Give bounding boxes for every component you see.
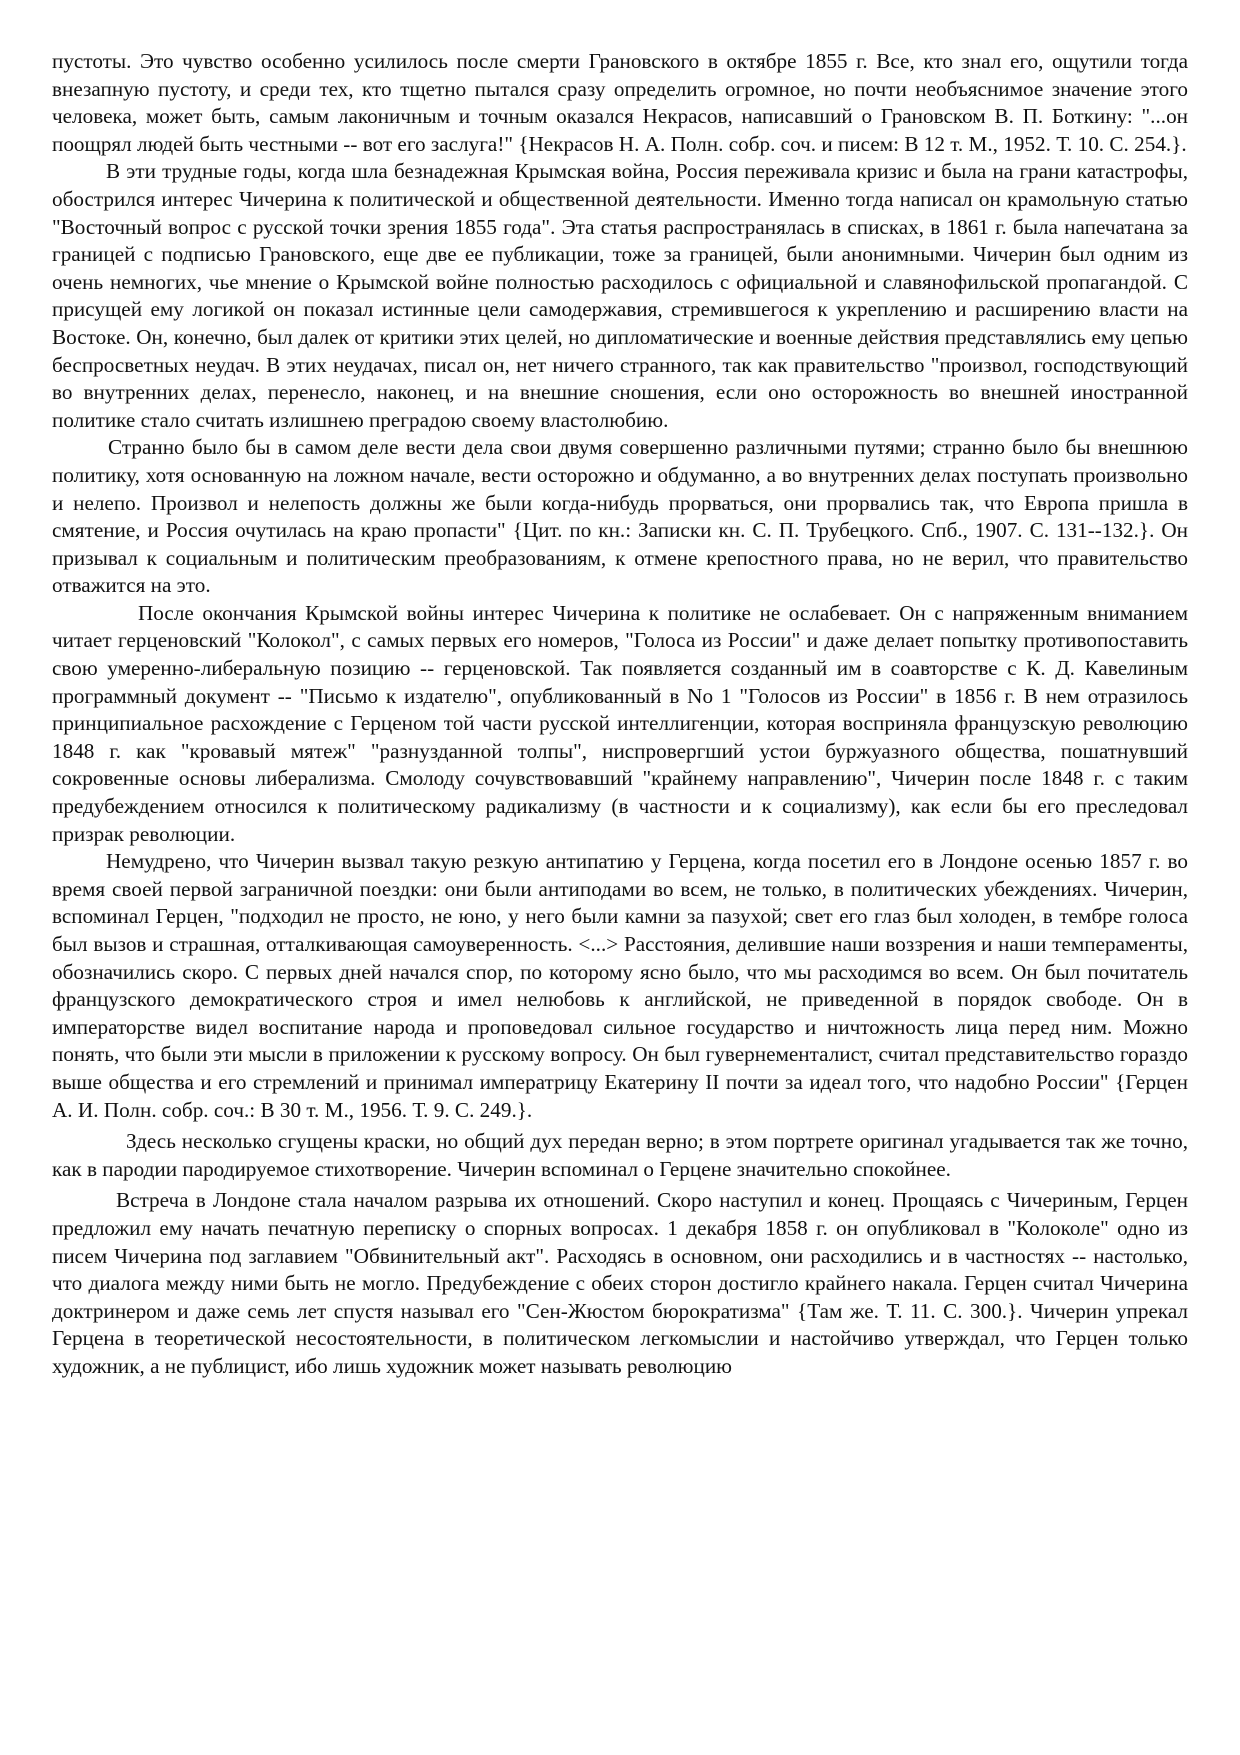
paragraph: пустоты. Это чувство особенно усилилось после смерти Грановского в октябре 1855 г. Все, кто знал его, ощутили тогда внезапную пустоту, и среди тех, кто тщетно пытался сразу определить огромное, но почти необъяснимое значение этого человека, может быть, самым лаконичным и точным оказался Некрасов, написавший о Грановском В. П. Боткину: "...он поощрял людей быть честными -- вот его заслуга!" {Некрасов Н. А. Полн. собр. соч. и писем: В 12 т. М., 1952. Т. 10. С. 254.}. — [52, 49, 1188, 156]
paragraph: Странно было бы в самом деле вести дела свои двумя совершенно различными путями; странно было бы внешнюю политику, хотя основанную на ложном начале, вести осторожно и обдуманно, а во внутренних делах поступать произвольно и нелепо. Произвол и нелепость должны же были когда-нибудь прорваться, они прорвались так, что Европа пришла в смятение, и Россия очутилась на краю пропасти" {Цит. по кн.: Записки кн. С. П. Трубецкого. Спб., 1907. С. 131--132.}. Он призывал к социальным и политическим преобразованиям, к отмене крепостного права, но не верил, что правительство отважится на это. — [52, 435, 1188, 598]
document-page — [52, 48, 1188, 1381]
paragraph: Здесь несколько сгущены краски, но общий дух передан верно; в этом портрете оригинал угадывается так же точно, как в пародии пародируемое стихотворение. Чичерин вспоминал о Герцене значительно спокойнее. — [52, 1129, 1188, 1181]
paragraph: Немудрено, что Чичерин вызвал такую резкую антипатию у Герцена, когда посетил его в Лондоне осенью 1857 г. во время своей первой заграничной поездки: они были антиподами во всем, не только, в политических убеждениях. Чичерин, вспоминал Герцен, "подходил не просто, не юно, у него были камни за пазухой; свет его глаз был холоден, в тембре голоса был вызов и страшная, отталкивающая самоуверенность. <...> Расстояния, делившие наши воззрения и наши темпераменты, обозначились скоро. С первых дней начался спор, по которому ясно было, что мы расходимся во всем. Он был почитатель французского демократического строя и имел нелюбовь к английской, не приведенной в порядок свободе. Он в императорстве видел воспитание народа и проповедовал сильное государство и ничтожность лица перед ним. Можно понять, что были эти мысли в приложении к русскому вопросу. Он был гувернементалист, считал представительство гораздо выше общества и его стремлений и принимал императрицу Екатерину II почти за идеал того, что надобно России" {Герцен А. И. Полн. собр. соч.: В 30 т. М., 1956. Т. 9. С. 249.}. — [52, 849, 1188, 1122]
paragraph: После окончания Крымской войны интерес Чичерина к политике не ослабевает. Он с напряженным вниманием читает герценовский "Колокол", с самых первых его номеров, "Голоса из России" и даже делает попытку противопоставить свою умеренно-либеральную позицию -- герценовской. Так появляется созданный им в соавторстве с К. Д. Кавелиным программный документ -- "Письмо к издателю", опубликованный в No 1 "Голосов из России" в 1856 г. В нем отразилось принципиальное расхождение с Герценом той части русской интеллигенции, которая восприняла французскую революцию 1848 г. как "кровавый мятеж" "разнузданной толпы", ниспровергший устои буржуазного общества, пошатнувший сокровенные основы либерализма. Смолоду сочувствовавший "крайнему направлению", Чичерин после 1848 г. с таким предубеждением относился к политическому радикализму (в частности и к социализму), как если бы его преследовал призрак революции. — [52, 600, 1188, 846]
paragraph: Встреча в Лондоне стала началом разрыва их отношений. Скоро наступил и конец. Прощаясь с Чичериным, Герцен предложил ему начать печатную переписку о спорных вопросах. 1 декабря 1858 г. он опубликовал в "Колоколе" одно из писем Чичерина под заглавием "Обвинительный акт". Расходясь в основном, они расходились и в частностях -- настолько, что диалога между ними быть не могло. Предубеждение с обеих сторон достигло крайнего накала. Герцен считал Чичерина доктринером и даже семь лет спустя называл его "Сен-Жюстом бюрократизма" {Там же. Т. 11. С. 300.}. Чичерин упрекал Герцена в теоретической несостоятельности, в политическом легкомыслии и настойчиво утверждал, что Герцен только художник, а не публицист, ибо лишь художник может называть революцию — [52, 1188, 1188, 1378]
paragraph: В эти трудные годы, когда шла безнадежная Крымская война, Россия переживала кризис и была на грани катастрофы, обострился интерес Чичерина к политической и общественной деятельности. Именно тогда написал он крамольную статью "Восточный вопрос с русской точки зрения 1855 года". Эта статья распространялась в списках, в 1861 г. была напечатана за границей с подписью Грановского, еще две ее публикации, тоже за границей, были анонимными. Чичерин был одним из очень немногих, чье мнение о Крымской войне полностью расходилось с официальной и славянофильской пропагандой. С присущей ему логикой он показал истинные цели самодержавия, стремившегося к укреплению и расширению власти на Востоке. Он, конечно, был далек от критики этих целей, но дипломатические и военные действия представлялись ему цепью беспросветных неудач. В этих неудачах, писал он, нет ничего странного, так как правительство "произвол, господствующий во внутренних делах, перенесло, наконец, и на внешние сношения, если оно осторожность во внешней иностранной политике стало считать излишнею преградою своему властолюбию. — [52, 159, 1188, 432]
